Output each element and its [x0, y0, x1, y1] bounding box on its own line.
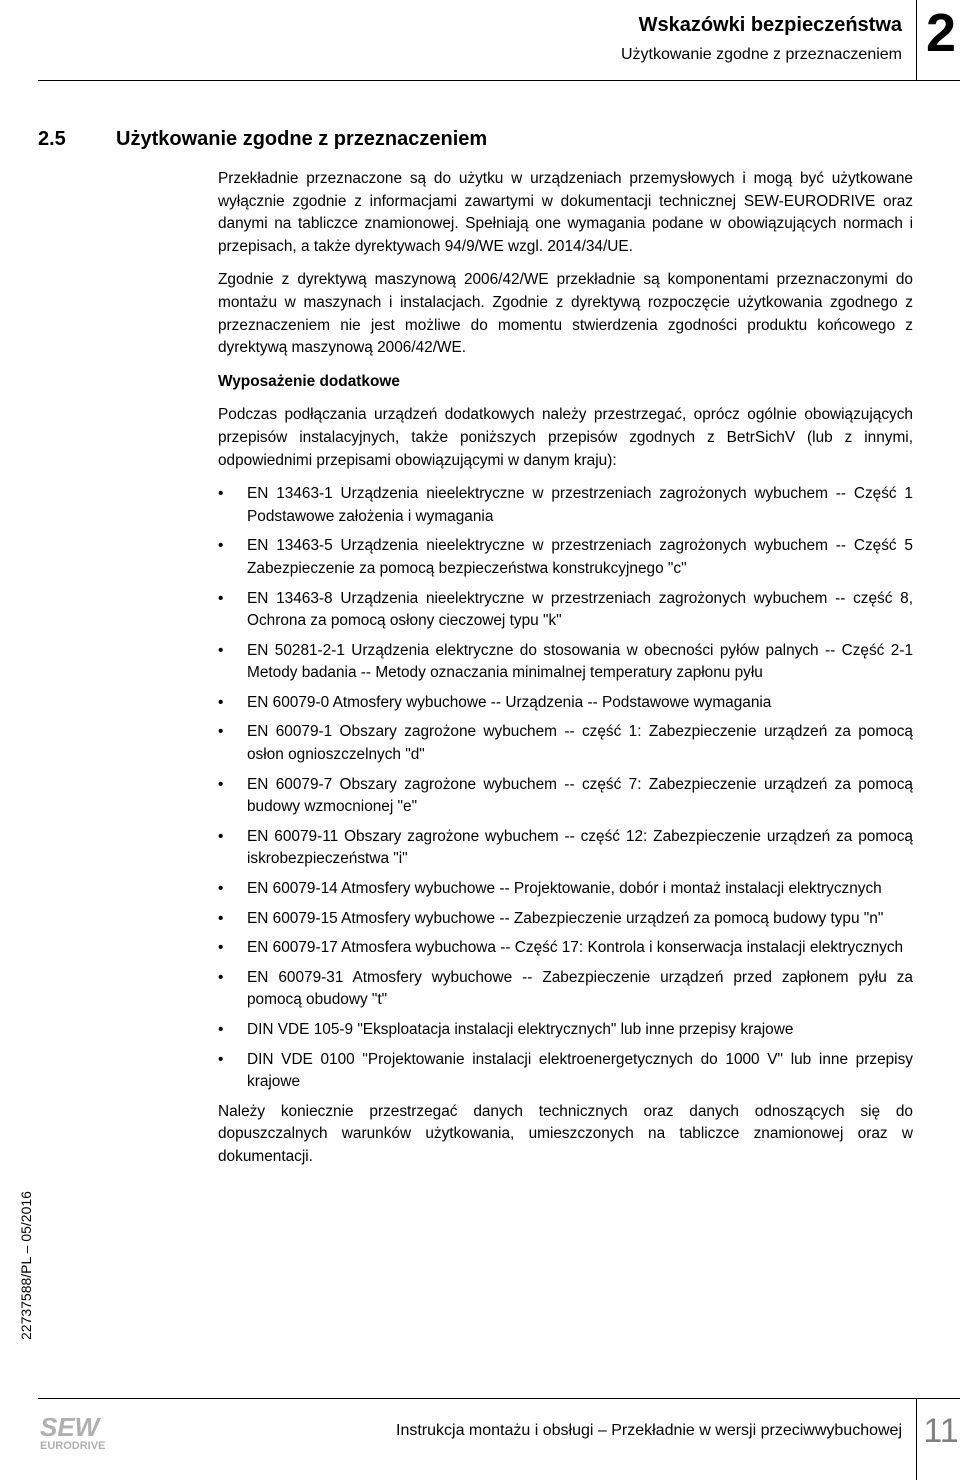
page-number: 11	[923, 1412, 959, 1450]
list-item-text: EN 60079-14 Atmosfery wybuchowe -- Projektowanie, dobór i montaż instalacji elektrycznych	[247, 880, 882, 898]
header-title: Wskazówki bezpieczeństwa	[638, 14, 902, 36]
bullet-icon: •	[218, 1050, 224, 1068]
list-item-text: EN 60079-1 Obszary zagrożone wybuchem -- część 1: Zabezpieczenie urządzeń za pomocą osłon ognioszczelnych "d"	[247, 723, 913, 764]
list-item-text: EN 60079-15 Atmosfery wybuchowe -- Zabezpieczenie urządzeń za pomocą budowy typu "n"	[247, 909, 884, 927]
closing-paragraph: Należy koniecznie przestrzegać danych technicznych oraz danych odnoszących się do dopuszczalnych warunków użytkowania, umieszczonych na tabliczce znamionowej oraz w dokumentacji.	[218, 1102, 913, 1165]
list-item	[218, 588, 913, 633]
norms-list	[218, 483, 913, 1094]
footer-document-title: Instrukcja montażu i obsługi – Przekładnie w wersji przeciwwybuchowej	[396, 1422, 902, 1439]
footer-divider-vertical	[916, 1398, 917, 1480]
header-divider-horizontal	[38, 80, 960, 81]
sew-eurodrive-logo-icon	[38, 1412, 118, 1452]
list-item	[218, 1049, 913, 1094]
bullet-icon: •	[218, 775, 224, 793]
subsection-heading: Wyposażenie dodatkowe	[218, 372, 400, 390]
bullet-icon: •	[218, 939, 224, 957]
bullet-icon: •	[218, 827, 224, 845]
bullet-icon: •	[218, 723, 224, 741]
paragraph-machinery-directive: Zgodnie z dyrektywą maszynową 2006/42/WE przekładnie są komponentami przeznaczonymi do montażu w maszynach i instalacjach. Zgodnie z dyrektywą rozpoczęcie użytkowania zgodnego z przeznaczeniem nie jest możliwe do momentu stwierdzenia zgodności produktu końcowego z dyrektywą maszynową 2006/42/WE.	[218, 271, 913, 357]
section-number: 2.5	[38, 128, 66, 150]
list-item	[218, 640, 913, 685]
list-item-text: EN 13463-8 Urządzenia nieelektryczne w przestrzeniach zagrożonych wybuchem -- część 8, Ochrona za pomocą osłony cieczowej typu "k"	[247, 589, 913, 630]
list-item-text: EN 60079-0 Atmosfery wybuchowe -- Urządzenia -- Podstawowe wymagania	[247, 693, 772, 711]
list-item	[218, 1019, 913, 1042]
list-item	[218, 774, 913, 819]
list-item-text: EN 60079-11 Obszary zagrożone wybuchem -- część 12: Zabezpieczenie urządzeń za pomocą iskrobezpieczeństwa "i"	[247, 827, 913, 868]
subsection-intro: Podczas podłączania urządzeń dodatkowych należy przestrzegać, oprócz ogólnie obowiązujących przepisów instalacyjnych, także poniższych przepisów zgodnych z BetrSichV (lub z innymi, odpowiednimi przepisami obowiązującymi w danym kraju):	[218, 406, 913, 469]
section-heading	[38, 128, 487, 151]
list-item-text: EN 13463-1 Urządzenia nieelektryczne w przestrzeniach zagrożonych wybuchem -- Część 1 Podstawowe założenia i wymagania	[247, 485, 913, 525]
bullet-icon: •	[218, 1021, 224, 1038]
bullet-icon: •	[218, 693, 224, 711]
list-item-text: EN 60079-7 Obszary zagrożone wybuchem -- część 7: Zabezpieczenie urządzeń za pomocą budowy wzmocnionej "e"	[247, 775, 913, 816]
header-divider-vertical	[916, 0, 917, 80]
bullet-icon: •	[218, 641, 224, 659]
list-item	[218, 483, 913, 528]
list-item	[218, 721, 913, 766]
list-item	[218, 967, 913, 1012]
list-item	[218, 937, 913, 960]
list-item-text: EN 13463-5 Urządzenia nieelektryczne w przestrzeniach zagrożonych wybuchem -- Część 5 Zabezpieczenie za pomocą bezpieczeństwa konstrukcyjnego "c"	[247, 537, 913, 577]
logo-text-bottom: EURODRIVE	[40, 1440, 106, 1452]
bullet-icon: •	[218, 880, 224, 898]
section-title: Użytkowanie zgodne z przeznaczeniem	[116, 128, 488, 150]
bullet-icon: •	[218, 537, 224, 555]
list-item	[218, 878, 913, 901]
list-item-text: EN 50281-2-1 Urządzenia elektryczne do stosowania w obecności pyłów palnych -- Część 2-1 Metody badania -- Metody oznaczania minimalnej temperatury zapłonu pyłu	[247, 641, 913, 682]
bullet-icon: •	[218, 968, 224, 986]
list-item	[218, 908, 913, 931]
list-item-text: DIN VDE 0100 "Projektowanie instalacji elektroenergetycznych do 1000 V" lub inne przepisy krajowe	[247, 1050, 913, 1091]
bullet-icon: •	[218, 589, 224, 607]
list-item	[218, 826, 913, 871]
bullet-icon: •	[218, 485, 224, 503]
chapter-number: 2	[925, 3, 957, 63]
footer-divider	[38, 1398, 960, 1399]
document-code: 22737588/PL – 05/2016	[18, 1191, 34, 1340]
header-subtitle: Użytkowanie zgodne z przeznaczeniem	[620, 46, 902, 63]
main-content	[218, 168, 913, 1180]
list-item	[218, 535, 913, 580]
list-item	[218, 692, 913, 715]
list-item-text: DIN VDE 105-9 "Eksploatacja instalacji elektrycznych" lub inne przepisy krajowe	[247, 1021, 794, 1038]
list-item-text: EN 60079-17 Atmosfera wybuchowa -- Część 17: Kontrola i konserwacja instalacji elektrycznych	[247, 939, 904, 957]
list-item-text: EN 60079-31 Atmosfery wybuchowe -- Zabezpieczenie urządzeń przed zapłonem pyłu za pomocą obudowy "t"	[247, 968, 913, 1009]
logo-text-top: SEW	[40, 1412, 100, 1442]
paragraph-intended-use: Przekładnie przeznaczone są do użytku w urządzeniach przemysłowych i mogą być użytkowane wyłącznie zgodnie z informacjami zawartymi w dokumentacji technicznej SEW-EURODRIVE oraz danymi na tabliczce znamionowej. Spełniają one wymagania podane w obowiązujących normach i przepisach, a także dyrektywach 94/9/WE wzgl. 2014/34/UE.	[218, 170, 913, 255]
bullet-icon: •	[218, 909, 224, 927]
